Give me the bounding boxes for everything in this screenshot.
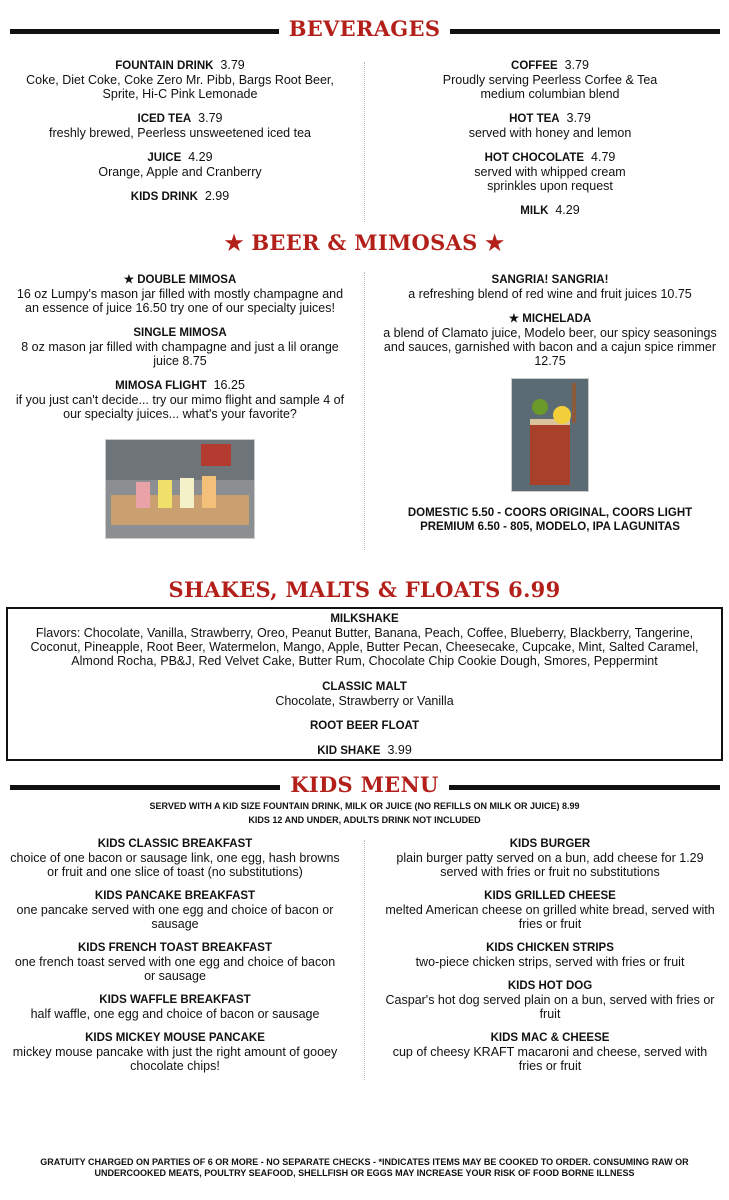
menu-item xyxy=(380,272,720,301)
beverages-right-column xyxy=(380,58,720,228)
item-name: KIDS CLASSIC BREAKFAST xyxy=(97,838,253,850)
item-name: KIDS MICKEY MOUSE PANCAKE xyxy=(85,1032,265,1044)
menu-item xyxy=(10,941,340,983)
beer-title: ★ BEER & MIMOSAS ★ xyxy=(224,230,505,255)
item-desc: half waffle, one egg and choice of bacon or sausage xyxy=(30,1007,320,1021)
item-name: KIDS MAC & CHEESE xyxy=(490,1032,610,1044)
item-name: COFFEE xyxy=(511,60,558,72)
menu-item xyxy=(380,311,720,368)
item-name: ICED TEA xyxy=(137,113,192,125)
item-name: KIDS PANCAKE BREAKFAST xyxy=(94,890,256,902)
item-desc: one pancake served with one egg and choice of bacon or sausage xyxy=(16,903,334,931)
item-desc: a refreshing blend of red wine and fruit juices 10.75 xyxy=(408,287,692,301)
kids-note-2: KIDS 12 AND UNDER, ADULTS DRINK NOT INCLUDED xyxy=(248,815,481,825)
item-name: KIDS DRINK xyxy=(130,191,198,203)
item-name: FOUNTAIN DRINK xyxy=(115,60,214,72)
column-divider xyxy=(364,272,365,550)
beverages-title: BEVERAGES xyxy=(279,16,451,41)
item-desc: served with whipped cream sprinkles upon request xyxy=(474,165,626,193)
item-desc: Orange, Apple and Cranberry xyxy=(98,165,262,179)
milkshake-name: MILKSHAKE xyxy=(330,613,399,625)
item-desc: Coke, Diet Coke, Coke Zero Mr. Pibb, Bargs Root Beer, Sprite, Hi-C Pink Lemonade xyxy=(26,73,334,101)
shakes-title: SHAKES, MALTS & FLOATS 6.99 xyxy=(168,577,561,602)
menu-item xyxy=(10,58,350,101)
item-name: KIDS WAFFLE BREAKFAST xyxy=(99,994,251,1006)
item-desc: plain burger patty served on a bun, add cheese for 1.29 served with fries or fruit no substitutions xyxy=(396,851,704,879)
item-price: 3.79 xyxy=(564,58,589,72)
kid-shake-name: KID SHAKE xyxy=(317,745,381,757)
premium-beer: PREMIUM 6.50 - 805, MODELO, IPA LAGUNITAS xyxy=(420,521,680,533)
item-desc: 16 oz Lumpy's mason jar filled with mostly champagne and an essence of juice 16.50 try one of our specialty juices! xyxy=(16,287,344,315)
menu-item xyxy=(10,325,350,368)
menu-item xyxy=(385,941,715,969)
item-name: ★ MICHELADA xyxy=(508,313,592,325)
item-name: HOT TEA xyxy=(509,113,560,125)
menu-item xyxy=(385,837,715,879)
item-name: MILK xyxy=(520,205,549,217)
item-desc: if you just can't decide... try our mimo flight and sample 4 of our specialty juices... what's your favorite? xyxy=(15,393,345,421)
menu-item xyxy=(380,58,720,101)
menu-item xyxy=(10,189,350,204)
item-desc: two-piece chicken strips, served with fries or fruit xyxy=(415,955,685,969)
shakes-box xyxy=(6,607,723,761)
item-price: 4.29 xyxy=(188,150,213,164)
menu-item xyxy=(385,1031,715,1073)
item-desc: 8 oz mason jar filled with champagne and just a lil orange juice 8.75 xyxy=(21,340,339,368)
item-name: ★ DOUBLE MIMOSA xyxy=(123,274,237,286)
item-price: 3.79 xyxy=(220,58,245,72)
menu-item xyxy=(380,203,720,218)
malt-desc: Chocolate, Strawberry or Vanilla xyxy=(275,694,454,708)
float-name: ROOT BEER FLOAT xyxy=(309,720,420,732)
item-desc: Proudly serving Peerless Corfee & Tea medium columbian blend xyxy=(442,73,658,101)
menu-item xyxy=(10,837,340,879)
item-price: 3.79 xyxy=(198,111,223,125)
milkshake-desc: Flavors: Chocolate, Vanilla, Strawberry, Oreo, Peanut Butter, Banana, Peach, Coffee, Blueberry, Blackberry, Tangerine, Coconut, Pineapple, Root Beer, Watermelon, Mango, Apple, Butter Pecan, Cheesecake, Cupcake, Mint, Salted Caramel, Almond Rocha, PB&J, Red Velvet Cake, Butter Rum, Chocolate Chip Cookie Dough, Smores, Peppermint xyxy=(30,626,699,668)
item-name: KIDS CHICKEN STRIPS xyxy=(486,942,614,954)
menu-item xyxy=(385,979,715,1021)
mimosa-flight-photo xyxy=(105,439,255,539)
domestic-beer: DOMESTIC 5.50 - COORS ORIGINAL, COORS LIGHT xyxy=(407,507,693,519)
menu-item xyxy=(385,889,715,931)
item-desc: Caspar's hot dog served plain on a bun, served with fries or fruit xyxy=(385,993,715,1021)
column-divider xyxy=(364,62,365,222)
beverages-header xyxy=(0,16,729,46)
kid-shake-price: 3.99 xyxy=(387,743,412,757)
item-price: 16.25 xyxy=(213,378,245,392)
menu-item xyxy=(10,272,350,315)
item-name: KIDS GRILLED CHEESE xyxy=(484,890,616,902)
malt-name: CLASSIC MALT xyxy=(322,681,407,693)
kids-title: KIDS MENU xyxy=(280,772,448,797)
item-name: MIMOSA FLIGHT xyxy=(115,380,207,392)
item-price: 4.79 xyxy=(591,150,616,164)
menu-item xyxy=(380,111,720,140)
item-name: KIDS BURGER xyxy=(509,838,591,850)
item-name: HOT CHOCOLATE xyxy=(484,152,585,164)
menu-item xyxy=(10,150,350,179)
menu-item xyxy=(10,378,350,421)
item-name: JUICE xyxy=(147,152,182,164)
kid-shake xyxy=(8,743,721,758)
kids-header xyxy=(0,772,729,802)
item-price: 3.79 xyxy=(566,111,591,125)
item-desc: choice of one bacon or sausage link, one egg, hash browns or fruit and one slice of toast (no substitutions) xyxy=(10,851,340,879)
menu-item xyxy=(380,150,720,193)
item-desc: one french toast served with one egg and choice of bacon or sausage xyxy=(14,955,336,983)
item-desc: freshly brewed, Peerless unsweetened iced tea xyxy=(49,126,311,140)
item-name: SANGRIA! SANGRIA! xyxy=(491,274,609,286)
item-desc: melted American cheese on grilled white bread, served with fries or fruit xyxy=(385,903,715,931)
kids-note-1: SERVED WITH A KID SIZE FOUNTAIN DRINK, MILK OR JUICE (NO REFILLS ON MILK OR JUICE) 8.99 xyxy=(149,801,580,811)
beverages-left-column xyxy=(10,58,350,214)
menu-item xyxy=(10,111,350,140)
kids-right-column xyxy=(385,837,715,1083)
item-desc: a blend of Clamato juice, Modelo beer, our spicy seasonings and sauces, garnished with bacon and a cajun spice rimmer 12.75 xyxy=(383,326,717,368)
item-desc: cup of cheesy KRAFT macaroni and cheese, served with fries or fruit xyxy=(392,1045,708,1073)
shakes-header xyxy=(0,577,729,607)
michelada-photo xyxy=(511,378,589,492)
beer-header xyxy=(0,230,729,260)
column-divider xyxy=(364,840,365,1080)
beer-left-column xyxy=(10,272,350,542)
item-price: 4.29 xyxy=(555,203,580,217)
beer-right-column xyxy=(380,272,720,534)
kids-left-column xyxy=(10,837,340,1083)
item-name: KIDS HOT DOG xyxy=(507,980,593,992)
item-desc: mickey mouse pancake with just the right amount of gooey chocolate chips! xyxy=(12,1045,338,1073)
item-name: KIDS FRENCH TOAST BREAKFAST xyxy=(77,942,273,954)
menu-item xyxy=(10,1031,340,1073)
footer-disclaimer: GRATUITY CHARGED ON PARTIES OF 6 OR MORE - NO SEPARATE CHECKS - *INDICATES ITEMS MAY BE COOKED TO ORDER. CONSUMING RAW OR UNDERCOOKED MEATS, POULTRY SEAFOOD, SHELLFISH OR EGGS MAY INCREASE YOUR RISK OF FOOD BORNE ILLNESS xyxy=(40,1157,689,1178)
menu-item xyxy=(10,889,340,931)
item-name: SINGLE MIMOSA xyxy=(133,327,227,339)
item-desc: served with honey and lemon xyxy=(468,126,632,140)
menu-item xyxy=(10,993,340,1021)
item-price: 2.99 xyxy=(204,189,230,203)
